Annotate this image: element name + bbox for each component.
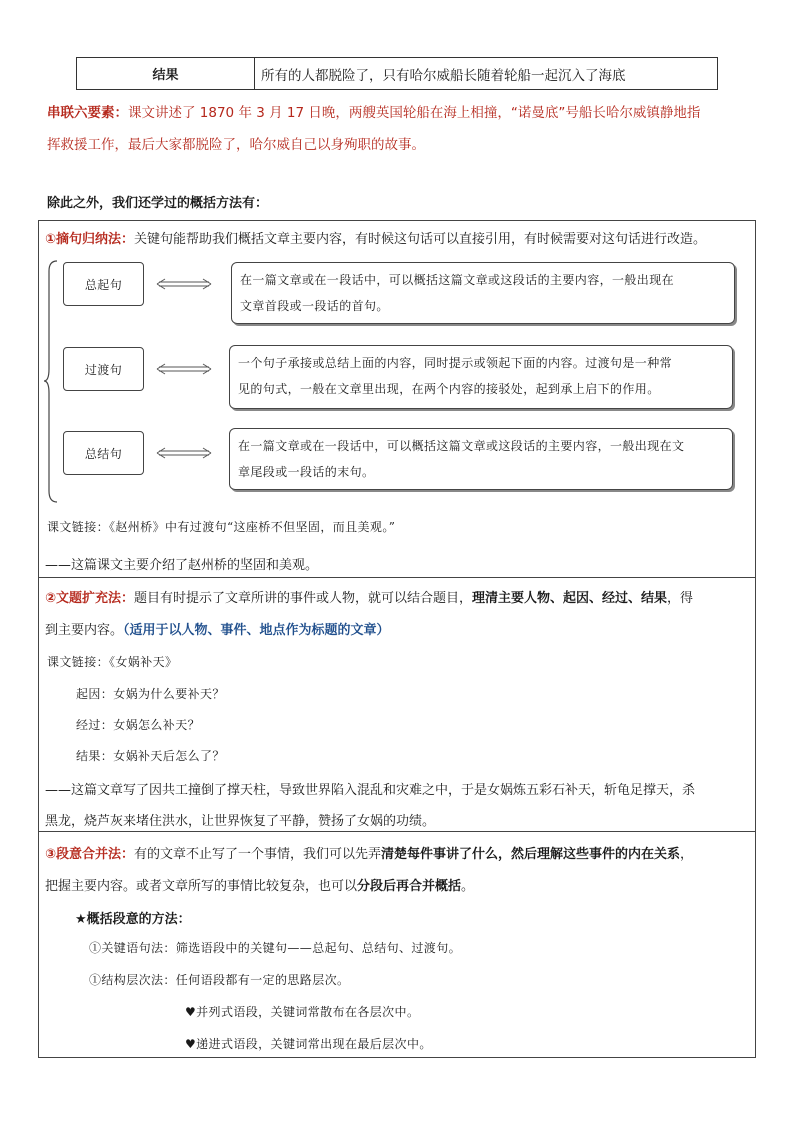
topic-sentence-label: 总起句 (84, 277, 123, 292)
methods-table (38, 220, 756, 1058)
method3-line2 (45, 875, 474, 894)
double-arrow-icon (155, 362, 213, 376)
method3-item2: ①结构层次法：任何语段都有一定的思路层次。 (89, 973, 350, 987)
summary-line2: 挥救援工作，最后大家都脱险了，哈尔威自己以身殉职的故事。 (47, 137, 425, 153)
method1-heading (45, 228, 706, 247)
summary-sentence-label: 总结句 (84, 446, 123, 461)
desc-line: 在一篇文章或在一段话中，可以概括这篇文章或这段话的主要内容，一般出现在 (240, 273, 675, 287)
method2-q3: 结果：女娲补天后怎么了？ (76, 749, 225, 763)
desc-line: 一个句子承接或总结上面的内容，同时提示或领起下面的内容。过渡句是一种常 (238, 356, 673, 370)
method3-desc-a: 有的文章不止写了一个事情，我们可以先弄 (134, 847, 382, 862)
divider (39, 831, 755, 832)
divider (39, 577, 755, 578)
method1-desc: 关键句能帮助我们概括文章主要内容，有时候这句话可以直接引用，有时候需要对这句话进行改造。 (134, 232, 707, 247)
method2-heading (45, 587, 693, 606)
method2-desc-a: 题目有时提示了文章所讲的事件或人物，就可以结合题目， (134, 591, 473, 606)
box-summary-sentence (63, 431, 144, 475)
method1-example: 课文链接：《赵州桥》中有过渡句“这座桥不但坚固，而且美观。” (47, 520, 396, 534)
method2-conclusion1: ——这篇文章写了因共工撞倒了撑天柱，导致世界陷入混乱和灾难之中，于是女娲炼五彩石补天，斩龟足撑天，杀 (45, 783, 696, 798)
desc-line: 章尾段或一段话的末句。 (238, 465, 375, 479)
transition-sentence-label: 过渡句 (84, 362, 123, 377)
topic-sentence-desc (231, 262, 735, 324)
method3-desc-c: ， (680, 847, 694, 862)
method3-item3: ♥并列式语段，关键词常散布在各层次中。 (185, 1005, 420, 1019)
method3-item4: ♥递进式语段，关键词常出现在最后层次中。 (185, 1037, 432, 1051)
method1-title: ①摘句归纳法： (45, 232, 135, 247)
method1-conclusion: ——这篇课文主要介绍了赵州桥的坚固和美观。 (45, 558, 319, 573)
method3-heading (45, 843, 693, 862)
method3-subtitle: ★概括段意的方法： (75, 912, 191, 927)
method2-line2 (45, 619, 390, 638)
method2-q1: 起因：女娲为什么要补天？ (76, 687, 225, 701)
summary-paragraph (47, 97, 757, 161)
desc-line: 在一篇文章或在一段话中，可以概括这篇文章或这段话的主要内容，一般出现在文 (238, 439, 685, 453)
method3-title: ③段意合并法： (45, 847, 135, 862)
method2-title: ②文题扩充法： (45, 591, 135, 606)
intro-heading: 除此之外，我们还学过的概括方法有： (47, 196, 269, 211)
result-label: 结果 (77, 58, 255, 89)
method3-item1: ①关键语句法：筛选语段中的关键句——总起句、总结句、过渡句。 (89, 941, 462, 955)
method3-desc2-c: 。 (461, 879, 475, 894)
desc-line: 文章首段或一段话的首句。 (240, 299, 389, 313)
method2-desc-b: 理清主要人物、起因、经过、结果 (472, 591, 668, 606)
summary-prefix: 串联六要素： (47, 105, 128, 121)
summary-line1: 课文讲述了 1870 年 3 月 17 日晚，两艘英国轮船在海上相撞，“诺曼底”号船长哈尔威镇静地指 (128, 105, 701, 121)
brace-icon (43, 259, 63, 504)
method3-desc2-a: 把握主要内容。或者文章所写的事情比较复杂，也可以 (45, 879, 358, 894)
box-transition-sentence (63, 347, 144, 391)
method2-desc2: 到主要内容。 (45, 623, 124, 638)
double-arrow-icon (155, 277, 213, 291)
transition-sentence-desc (229, 345, 733, 409)
method3-desc-b: 清楚每件事讲了什么，然后理解这些事件的内在关系 (381, 847, 681, 862)
result-table (76, 57, 718, 90)
double-arrow-icon (155, 446, 213, 460)
method3-desc2-b: 分段后再合并概括 (357, 879, 462, 894)
method2-q2: 经过：女娲怎么补天？ (76, 718, 201, 732)
summary-sentence-desc (229, 428, 733, 490)
method2-note: （适用于以人物、事件、地点作为标题的文章） (123, 623, 390, 638)
method2-desc-c: ，得 (667, 591, 694, 606)
method2-example: 课文链接：《女娲补天》 (47, 655, 178, 669)
method2-conclusion2: 黑龙，烧芦灰来堵住洪水，让世界恢复了平静，赞扬了女娲的功绩。 (45, 814, 436, 829)
desc-line: 见的句式，一般在文章里出现，在两个内容的接驳处，起到承上启下的作用。 (238, 382, 660, 396)
box-topic-sentence (63, 262, 144, 306)
result-value: 所有的人都脱险了，只有哈尔威船长随着轮船一起沉入了海底 (261, 67, 626, 84)
